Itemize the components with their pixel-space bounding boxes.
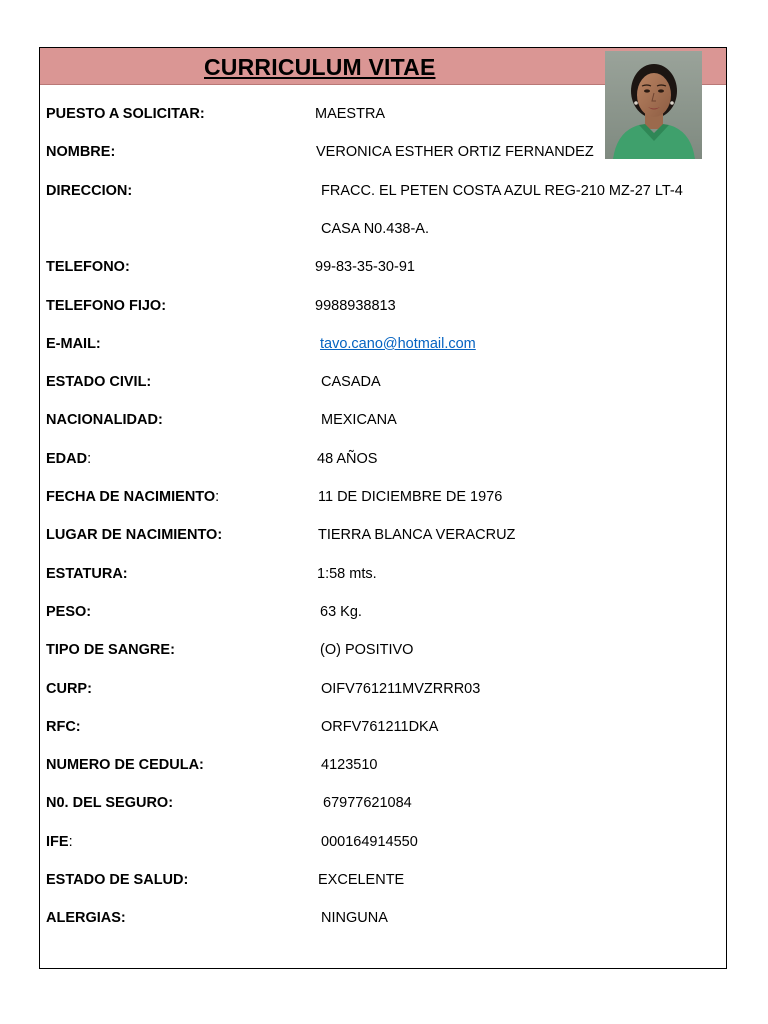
field-value: 11 DE DICIEMBRE DE 1976 [318, 489, 503, 505]
field-label [46, 451, 91, 467]
field-value: 1:58 mts. [317, 565, 377, 582]
field-label [46, 106, 205, 122]
field-row [40, 326, 726, 364]
field-row [40, 556, 726, 594]
field-label-text: NOMBRE: [46, 144, 116, 161]
field-label [46, 374, 151, 390]
field-row [40, 173, 726, 211]
field-row [40, 402, 726, 440]
field-label [46, 144, 115, 160]
field-value: 67977621084 [323, 795, 412, 812]
field-row [40, 632, 726, 670]
field-value: 9988938813 [315, 297, 396, 314]
field-label [46, 298, 166, 314]
field-row [40, 517, 726, 555]
field-label-suffix: : [215, 489, 220, 505]
field-row [40, 785, 726, 823]
field-value: MAESTRA [315, 106, 386, 122]
field-label [46, 834, 73, 850]
field-value: VERONICA ESTHER ORTIZ FERNANDEZ [316, 144, 594, 161]
field-label-text: E-MAIL: [46, 335, 101, 352]
field-label [46, 604, 91, 620]
field-label-text: IFE [46, 833, 69, 850]
field-value: FRACC. EL PETEN COSTA AZUL REG-210 MZ-27 LT-4 [321, 182, 683, 199]
field-value: 48 AÑOS [317, 450, 378, 467]
field-value: (O) POSITIVO [320, 642, 414, 659]
field-label-text: ESTATURA: [46, 565, 128, 582]
field-row [40, 249, 726, 287]
field-value: CASADA [321, 374, 381, 391]
field-label-text: NUMERO DE CEDULA: [46, 757, 204, 774]
field-value: EXCELENTE [318, 872, 405, 888]
field-label [46, 412, 163, 428]
field-label [46, 910, 126, 926]
field-label-text: ESTADO CIVIL: [46, 374, 152, 391]
field-label-text: N0. DEL SEGURO: [46, 795, 174, 812]
field-row [40, 96, 726, 134]
field-row [40, 594, 726, 632]
field-value: CASA N0.438-A. [321, 220, 429, 237]
field-row [40, 671, 726, 709]
field-label-text: LUGAR DE NACIMIENTO: [46, 527, 223, 544]
field-row [40, 862, 726, 900]
field-label [46, 489, 219, 505]
email-link[interactable]: tavo.cano@hotmail.com [320, 335, 476, 352]
field-label [46, 183, 132, 199]
field-label [46, 642, 175, 658]
field-label-text: PESO: [46, 603, 92, 620]
field-row [40, 709, 726, 747]
field-value: 99-83-35-30-91 [315, 259, 415, 276]
field-label-text: NACIONALIDAD: [46, 412, 163, 429]
field-value: ORFV761211DKA [321, 718, 439, 735]
field-value: 63 Kg. [320, 603, 362, 620]
field-label-text: ESTADO DE SALUD: [46, 872, 189, 888]
field-row [40, 900, 726, 938]
field-label [46, 336, 101, 352]
field-label-text: FECHA DE NACIMIENTO [46, 489, 216, 505]
field-label [46, 259, 130, 275]
field-label-text: CURP: [46, 680, 92, 697]
field-row [40, 288, 726, 326]
field-value: NINGUNA [321, 910, 388, 927]
field-label-text: DIRECCION: [46, 182, 133, 199]
field-value: TIERRA BLANCA VERACRUZ [318, 527, 516, 544]
field-label-text: EDAD [46, 450, 88, 467]
field-label-text: RFC: [46, 718, 81, 735]
field-label-text: TELEFONO: [46, 259, 130, 276]
cv-sheet [39, 47, 727, 969]
field-label-suffix: : [87, 450, 92, 467]
page-title: CURRICULUM VITAE [204, 54, 436, 80]
field-label [46, 719, 81, 735]
field-row [40, 824, 726, 862]
field-label [46, 527, 222, 543]
field-label-text: TELEFONO FIJO: [46, 297, 167, 314]
field-row [40, 747, 726, 785]
field-label-suffix: : [68, 833, 73, 850]
field-label-text: PUESTO A SOLICITAR: [46, 106, 205, 122]
field-label [46, 795, 173, 811]
field-label [46, 757, 204, 773]
field-value: 4123510 [321, 757, 378, 774]
field-row [40, 211, 726, 249]
field-row [40, 441, 726, 479]
field-label [46, 681, 92, 697]
field-value: MEXICANA [321, 412, 397, 429]
field-row [40, 134, 726, 172]
field-value: OIFV761211MVZRRR03 [321, 680, 481, 697]
field-label-text: TIPO DE SANGRE: [46, 642, 175, 659]
field-row [40, 364, 726, 402]
field-label-text: ALERGIAS: [46, 910, 126, 927]
field-row [40, 479, 726, 517]
field-label [46, 566, 128, 582]
field-value: 000164914550 [321, 833, 418, 850]
field-label [46, 872, 188, 888]
